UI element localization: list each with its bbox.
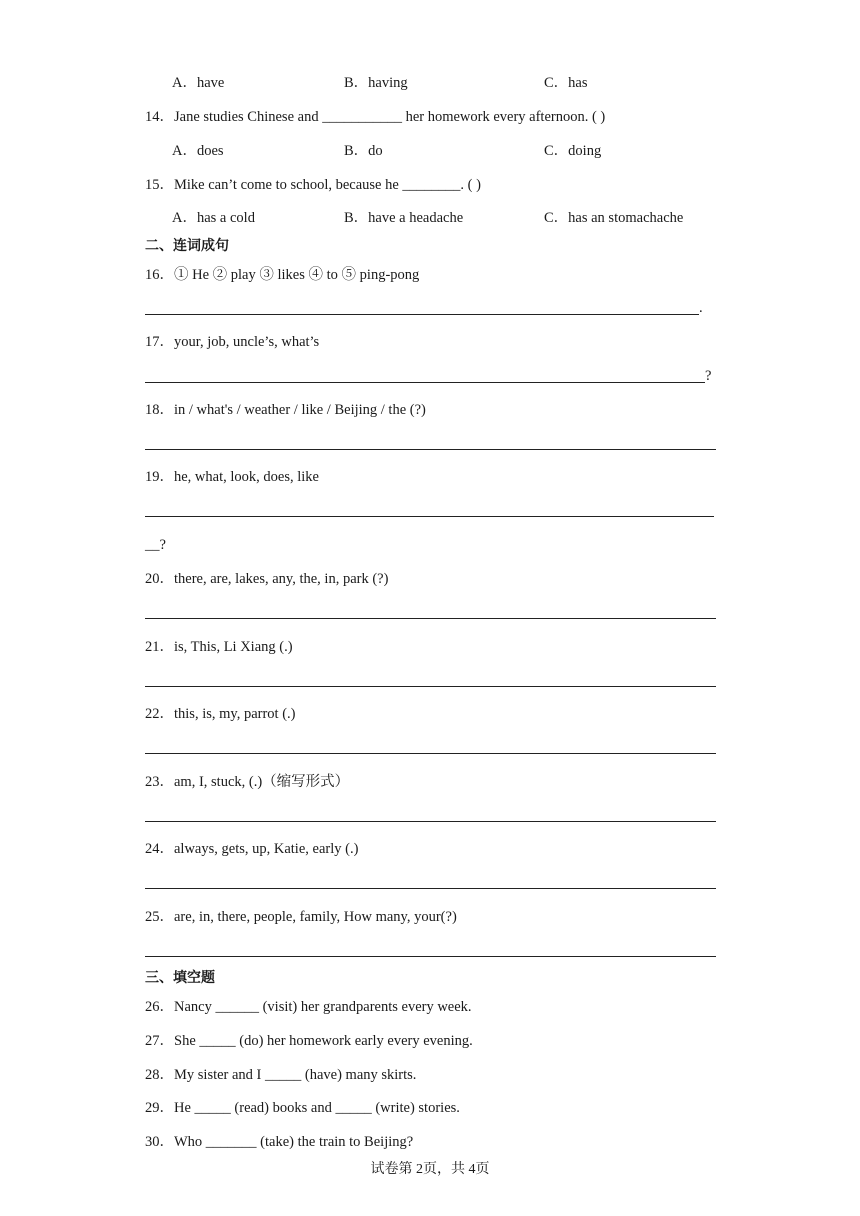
q14-option-c: C．doing	[544, 143, 602, 159]
section-2-title: 二、连词成句	[145, 238, 229, 254]
answer-line-22	[145, 753, 716, 754]
question-16: 16．① He ② play ③ likes ④ to ⑤ ping-pong	[145, 267, 420, 283]
question-25: 25．are, in, there, people, family, How many, your(?)	[145, 909, 457, 925]
q13-option-b: B．having	[344, 75, 408, 91]
q15-option-b: B．have a headache	[344, 210, 464, 226]
answer-line-24	[145, 888, 716, 889]
answer-line-19	[145, 516, 714, 517]
question-18: 18．in / what's / weather / like / Beijing / the (?)	[145, 402, 426, 418]
answer-line-18	[145, 449, 716, 450]
answer-line-17	[145, 382, 705, 383]
section-3-title: 三、填空题	[145, 970, 215, 986]
question-22: 22．this, is, my, parrot (.)	[145, 706, 296, 722]
q14-option-a: A．does	[172, 143, 224, 159]
q13-option-a: A．have	[172, 75, 225, 91]
question-19: 19．he, what, look, does, like	[145, 469, 319, 485]
question-15: 15．Mike can’t come to school, because he ________. ( )	[145, 177, 481, 193]
question-30: 30．Who _______ (take) the train to Beijing?	[145, 1134, 414, 1150]
question-20: 20．there, are, lakes, any, the, in, park (?)	[145, 571, 389, 587]
answer-19-tail: __?	[145, 537, 166, 553]
question-24: 24．always, gets, up, Katie, early (.)	[145, 841, 359, 857]
question-21: 21．is, This, Li Xiang (.)	[145, 639, 293, 655]
answer-line-25	[145, 956, 716, 957]
answer-line-23	[145, 821, 716, 822]
page-footer: 试卷第 2页，共 4页	[370, 1162, 490, 1177]
q14-option-b: B．do	[344, 143, 383, 159]
answer-line-21	[145, 686, 716, 687]
answer-16-tail: .	[699, 300, 703, 316]
question-23: 23．am, I, stuck, (.)（缩写形式）	[145, 774, 350, 790]
question-28: 28．My sister and I _____ (have) many skirts.	[145, 1067, 417, 1083]
question-14: 14．Jane studies Chinese and ___________ her homework every afternoon. ( )	[145, 109, 606, 125]
q15-option-c: C．has an stomachache	[544, 210, 684, 226]
question-26: 26．Nancy ______ (visit) her grandparents every week.	[145, 999, 472, 1015]
q15-option-a: A．has a cold	[172, 210, 255, 226]
answer-line-20	[145, 618, 716, 619]
question-27: 27．She _____ (do) her homework early every evening.	[145, 1033, 473, 1049]
question-29: 29．He _____ (read) books and _____ (write) stories.	[145, 1100, 460, 1116]
q13-option-c: C．has	[544, 75, 588, 91]
question-17: 17．your, job, uncle’s, what’s	[145, 334, 320, 350]
answer-line-16	[145, 314, 699, 315]
answer-17-tail: ?	[705, 368, 712, 384]
